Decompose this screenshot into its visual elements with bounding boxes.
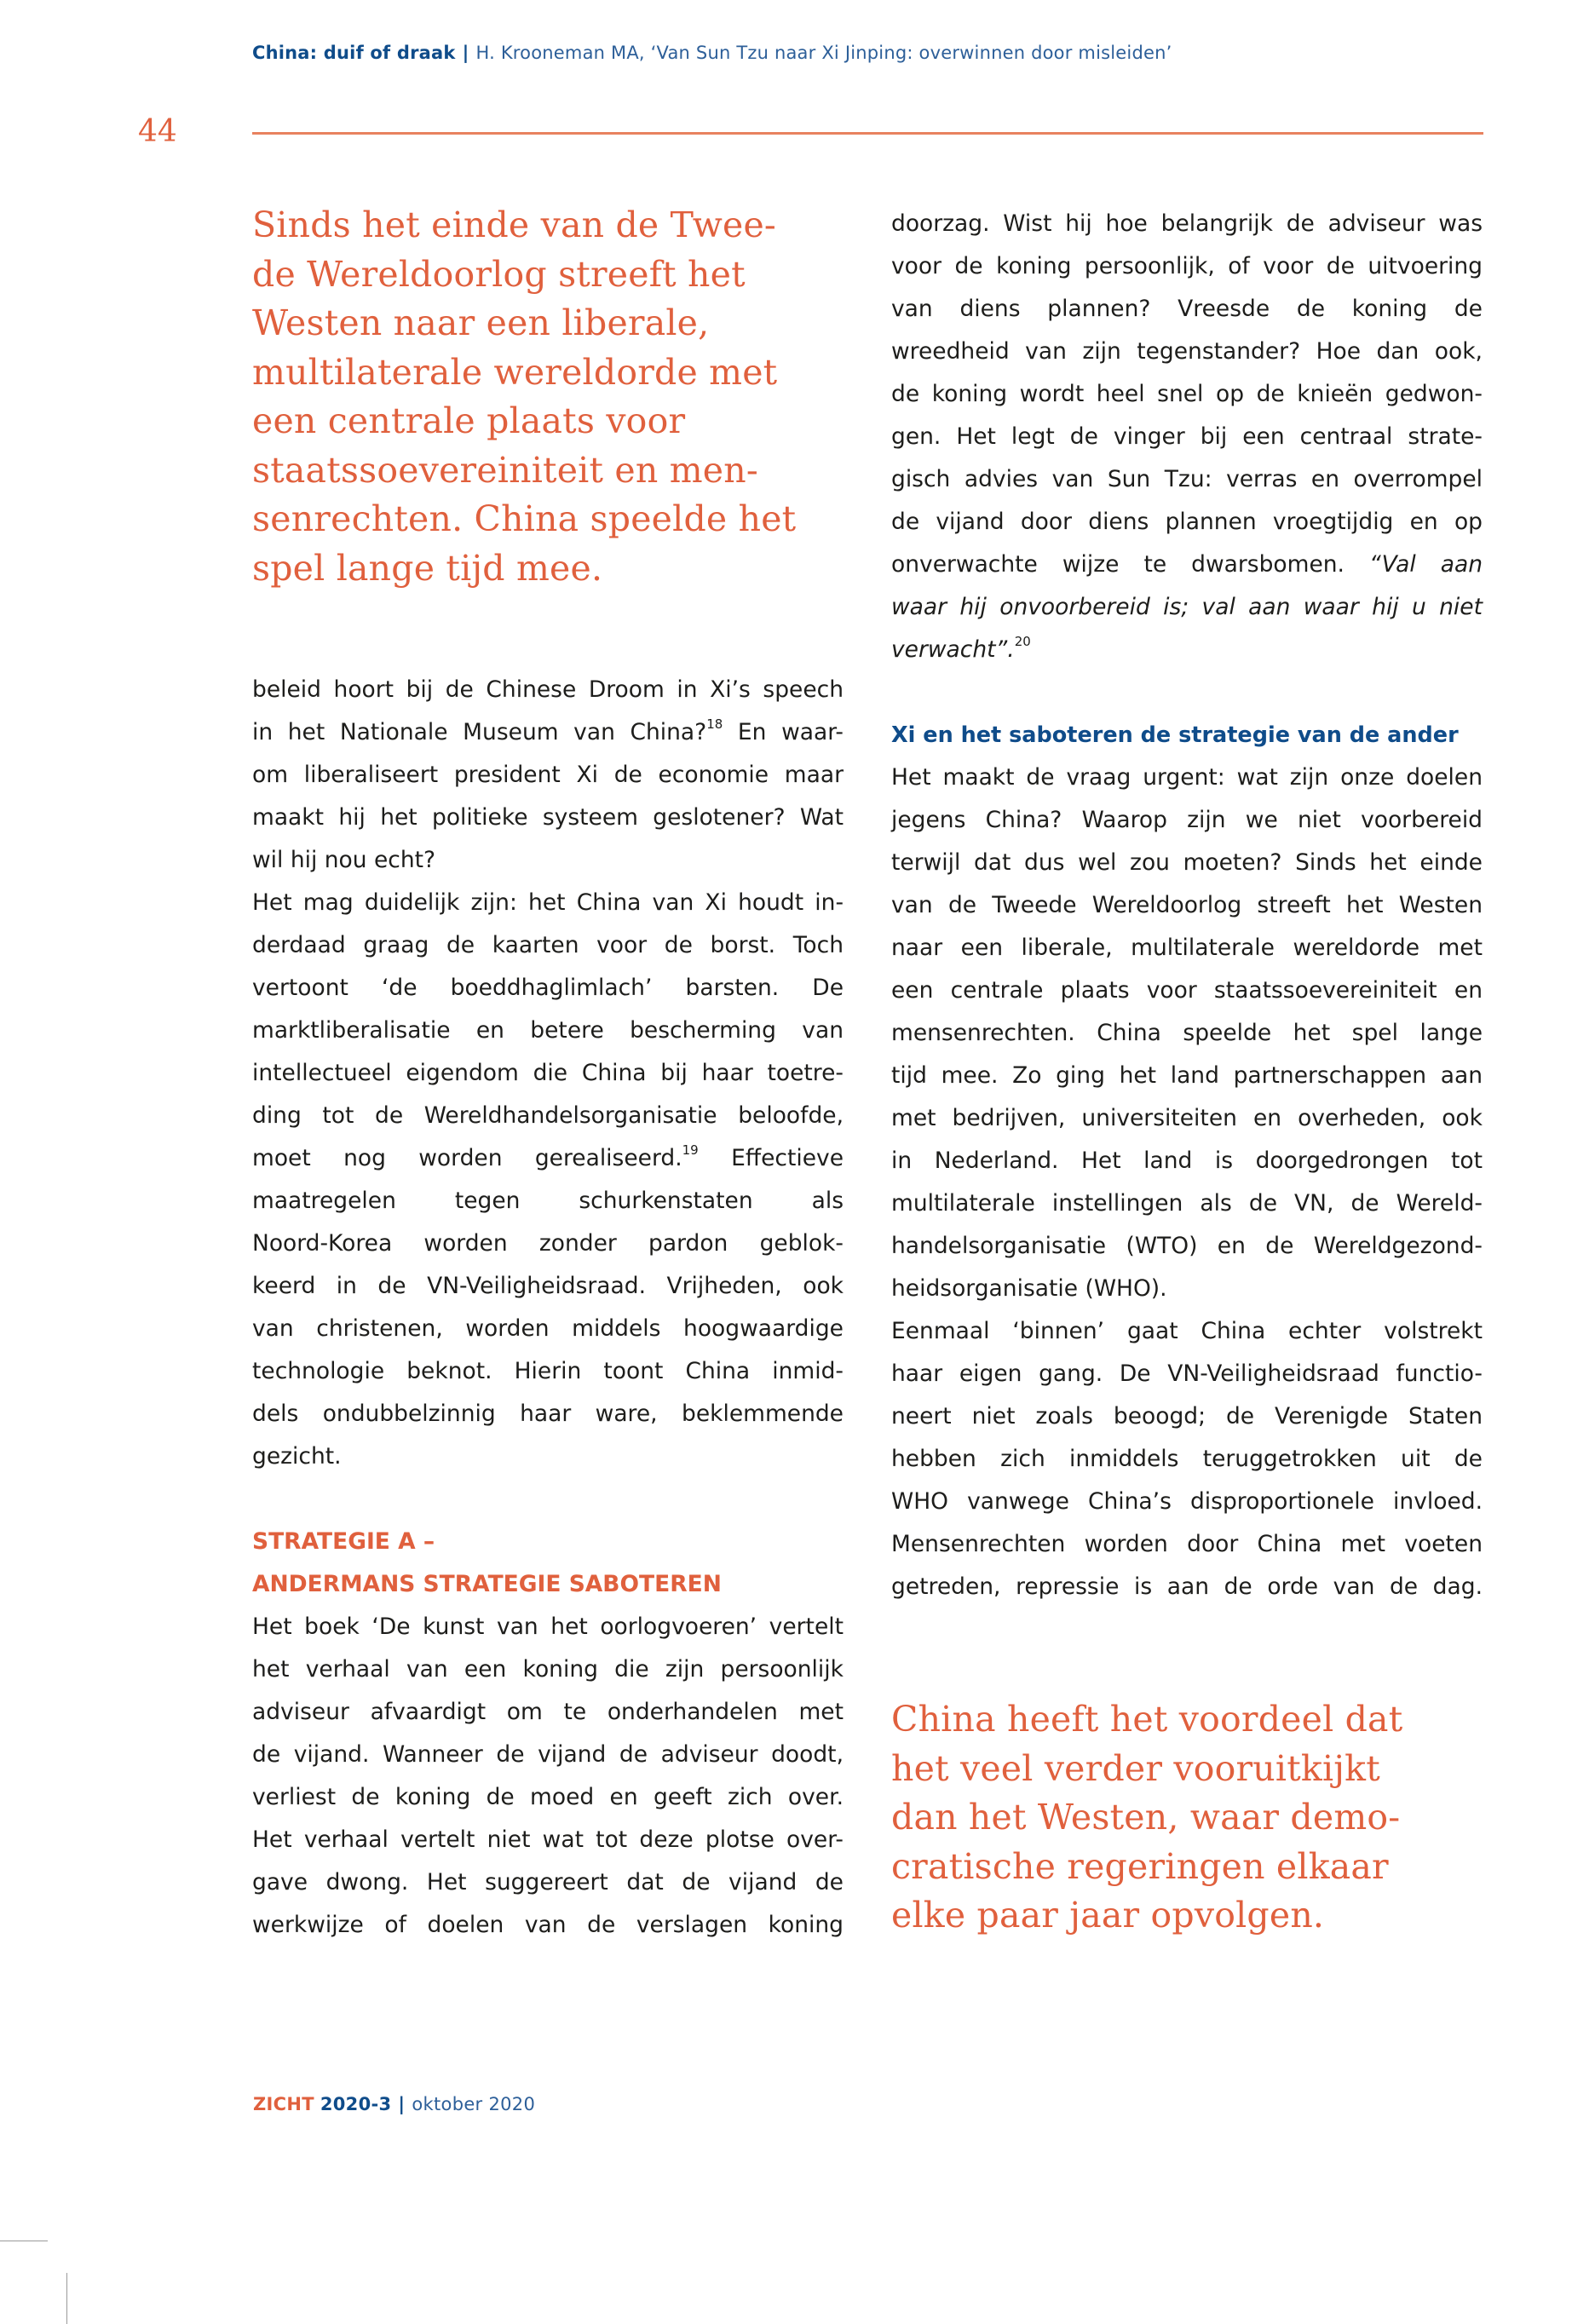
text-line: haar eigen gang. De VN-Veiligheidsraad functio- [891,1360,1483,1387]
text-line: mensenrechten. China speelde het spel lange [891,1020,1483,1046]
text-line: in het Nationale Museum van China?$^{18}$ En waar- [252,716,844,745]
text-line: gezicht. [252,1443,342,1470]
paragraph [252,669,844,882]
footnote-ref-20[interactable]: 20 [1014,634,1031,650]
section-subheading: Xi en het saboteren de strategie van de ander [891,722,1459,748]
header-rule [252,132,1483,135]
series-title: China: duif of draak [252,43,456,63]
sun-tzu-quote: “Val aan [1344,551,1483,578]
section-heading: STRATEGIE A – ANDERMANS STRATEGIE SABOTEREN [252,1528,722,1597]
text-line: tijd mee. Zo ging het land partnerschappen aan [891,1062,1483,1089]
text-line: Eenmaal ‘binnen’ gaat China echter volstrekt [891,1318,1483,1344]
text-line: maakt hij het politieke systeem geslotener? Wat [252,804,844,831]
header-separator: | [462,43,469,63]
pull-quote-line: Sinds het einde van de Twee- [252,204,776,245]
left-pull-quote [252,201,844,593]
text-line: keerd in de VN-Veiligheidsraad. Vrijheden, ook [252,1273,844,1299]
pull-quote-line: senrechten. China speelde het [252,498,797,539]
text-line: van diens plannen? Vreesde de koning de [891,296,1483,322]
sun-tzu-quote-line: waar hij onvoorbereid is; val aan waar hij u niet [891,594,1483,620]
text-line: marktliberalisatie en betere bescherming van [252,1017,844,1044]
text-line: terwijl dat dus wel zou moeten? Sinds het einde [891,849,1483,876]
text-line: met bedrijven, universiteiten en overheden, ook [891,1105,1483,1131]
text-line: de vijand. Wanneer de vijand de adviseur doodt, [252,1741,844,1768]
text-line: om liberaliseert president Xi de economie maar [252,762,844,788]
pull-quote-line: de Wereldoorlog streeft het [252,253,746,295]
text-line: intellectueel eigendom die China bij haar toetre- [252,1060,844,1086]
text-line: Het boek ‘De kunst van het oorlogvoeren’ vertelt [252,1614,844,1640]
article-attribution: H. Krooneman MA, ‘Van Sun Tzu naar Xi Jinping: overwinnen door misleiden’ [475,43,1172,63]
pull-quote-line: Westen naar een liberale, [252,302,710,343]
text-line: wil hij nou echt? [252,847,436,873]
text-line: beleid hoort bij de Chinese Droom in Xi’s speech [252,676,844,703]
text-line: jegens China? Waarop zijn we niet voorbereid [891,807,1483,833]
footnote-ref-19[interactable]: 19 [682,1142,699,1159]
text-line: heidsorganisatie (WHO). [891,1275,1167,1302]
pull-quote-line: elke paar jaar opvolgen. [891,1895,1325,1936]
text-line: Het maakt de vraag urgent: wat zijn onze doelen [891,764,1483,791]
pull-quote-line: cratische regeringen elkaar [891,1845,1389,1887]
text-line: Mensenrechten worden door China met voeten [891,1531,1483,1557]
text-line: getreden, repressie is aan de orde van de dag. [891,1573,1483,1600]
pull-quote-line: het veel verder vooruitkijkt [891,1747,1380,1789]
text-line: werkwijze of doelen van de verslagen koning [252,1912,844,1938]
text-line: ding tot de Wereldhandelsorganisatie beloofde, [252,1102,844,1129]
text-line: Het mag duidelijk zijn: het China van Xi houdt in- [252,889,844,916]
text-line: de vijand door diens plannen vroegtijdig en op [891,509,1483,535]
pull-quote-line: een centrale plaats voor [252,400,686,441]
issue-number: 2020-3 [320,2094,392,2114]
text-line: adviseur afvaardigt om te onderhandelen met [252,1699,844,1725]
strategy-a-section [252,1521,844,1947]
crop-mark-vertical [66,2273,67,2324]
paragraph [891,1310,1483,1608]
footnote-ref-18[interactable]: 18 [706,716,723,733]
text-line: neert niet zoals beoogd; de Verenigde Staten [891,1403,1483,1429]
text-line: voor de koning persoonlijk, of voor de uitvoering [891,253,1483,279]
left-body-paragraphs [252,669,844,1478]
pull-quote-line: spel lange tijd mee. [252,547,603,589]
text-line: maatregelen tegen schurkenstaten als [252,1188,844,1214]
text-line: derdaad graag de kaarten voor de borst. Toch [252,932,844,958]
pull-quote-line: multilaterale wereldorde met [252,351,778,393]
text-line: Het verhaal vertelt niet wat tot deze plotse over- [252,1826,844,1853]
pull-quote-line: dan het Westen, waar demo- [891,1797,1401,1838]
text-line: moet nog worden gerealiseerd.$^{19}$ Effectieve [252,1142,844,1171]
text-line: onverwachte wijze te dwarsbomen. “Val aan [891,551,1483,578]
text-line: het verhaal van een koning die zijn persoonlijk [252,1656,844,1683]
pull-quote-line: staatssoevereiniteit en men- [252,449,758,491]
paragraph [252,1606,844,1947]
text-line: verliest de koning de moed en geeft zich over. [252,1784,844,1810]
text-line: een centrale plaats voor staatssoevereiniteit en [891,977,1483,1004]
running-header [252,43,1172,63]
paragraph [252,882,844,1478]
text-line: gave dwong. Het suggereert dat de vijand de [252,1869,844,1895]
text-line: handelsorganisatie (WTO) en de Wereldgezond- [891,1233,1483,1259]
page-number: 44 [138,114,177,149]
right-body-top [891,203,1483,671]
issue-date: oktober 2020 [412,2094,536,2114]
text-line: van de Tweede Wereldoorlog streeft het Westen [891,892,1483,918]
paragraph [891,203,1483,671]
text-line: Noord-Korea worden zonder pardon geblok- [252,1230,844,1257]
text-line: vertoont ‘de boeddhaglimlach’ barsten. De [252,975,844,1001]
text-line: de koning wordt heel snel op de knieën gedwon- [891,381,1483,407]
page-footer [253,2094,535,2114]
text-line: gen. Het legt de vinger bij een centraal strate- [891,423,1483,450]
text-line: in Nederland. Het land is doorgedrongen tot [891,1148,1483,1174]
text-line: WHO vanwege China’s disproportionele invloed. [891,1488,1483,1515]
text-line: hebben zich inmiddels teruggetrokken uit de [891,1446,1483,1472]
xi-section [891,714,1483,1608]
paragraph [891,756,1483,1310]
text-line: gisch advies van Sun Tzu: verras en overrompel [891,466,1483,492]
right-pull-quote [891,1695,1483,1941]
text-line: verwacht”.$^{20}$ [891,634,1031,663]
text-line: wreedheid van zijn tegenstander? Hoe dan ook, [891,338,1483,365]
text-line: technologie beknot. Hierin toont China inmid- [252,1358,844,1384]
text-line: doorzag. Wist hij hoe belangrijk de adviseur was [891,210,1483,237]
footer-separator: | [398,2094,406,2114]
text-line: naar een liberale, multilaterale wereldorde met [891,935,1483,961]
text-line: van christenen, worden middels hoogwaardige [252,1315,844,1342]
pull-quote-line: China heeft het voordeel dat [891,1699,1403,1740]
text-line: multilaterale instellingen als de VN, de Wereld- [891,1190,1483,1217]
text-line: dels ondubbelzinnig haar ware, beklemmende [252,1401,844,1427]
magazine-name: ZICHT [253,2094,314,2114]
